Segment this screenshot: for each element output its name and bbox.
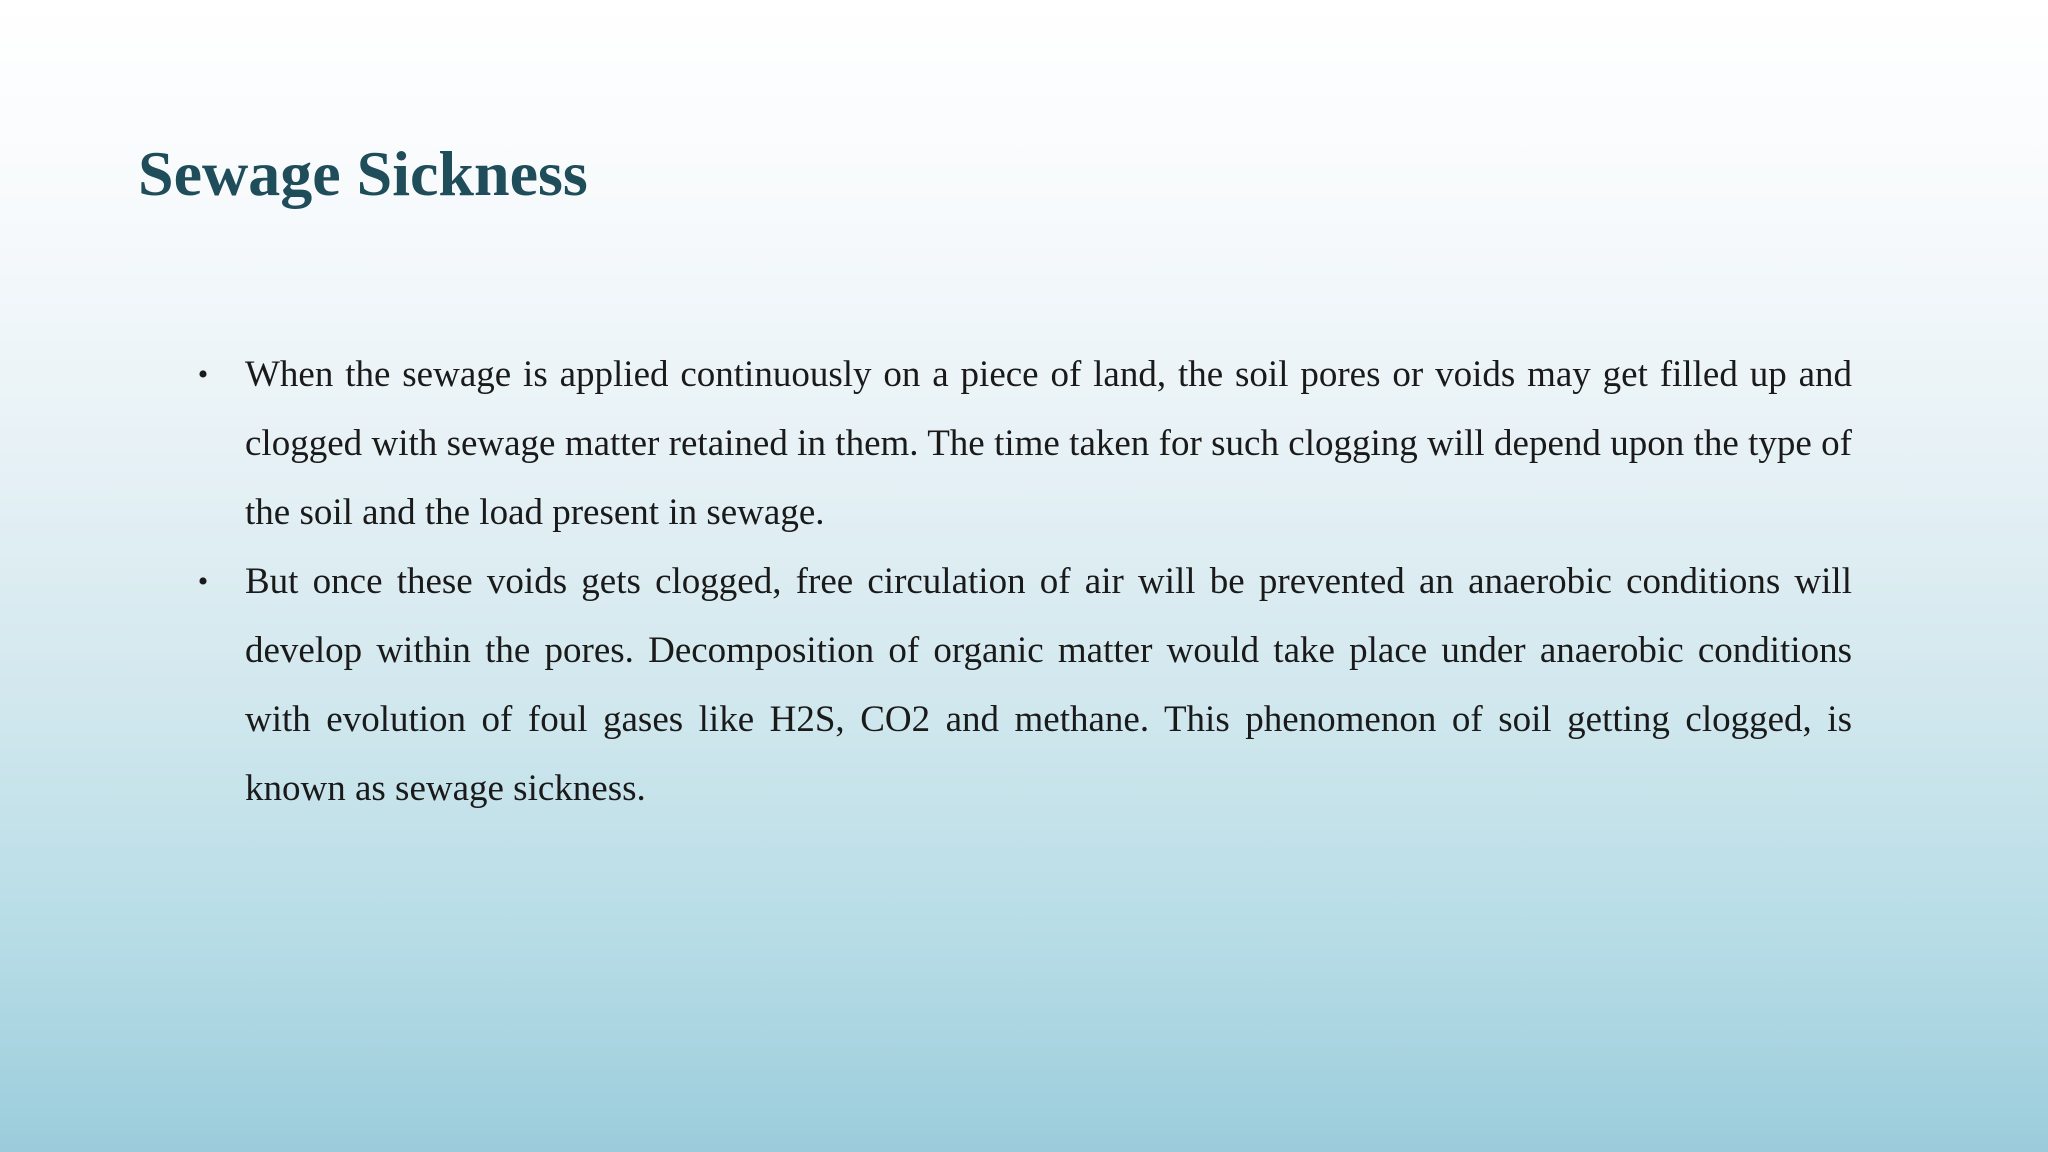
bullet-dot-icon: • — [197, 358, 209, 391]
bullet-text: When the sewage is applied continuously on a piece of land, the soil pores or voids may get filled up and clogged with sewage matter retained in them. The time taken for such clogging will depend upon the type of the soil and the load present in sewage. — [245, 354, 1852, 533]
bullet-list — [197, 340, 1852, 823]
bullet-item — [197, 340, 1852, 547]
bullet-item — [197, 547, 1852, 823]
bullet-text: But once these voids gets clogged, free circulation of air will be prevented an anaerobic conditions will develop within the pores. Decomposition of organic matter would take place under anaerobic conditions with evolution of foul gases like H2S, CO2 and methane. This phenomenon of soil getting clogged, is known as sewage sickness. — [245, 561, 1852, 809]
slide-title: Sewage Sickness — [138, 138, 588, 209]
bullet-dot-icon: • — [197, 565, 209, 598]
